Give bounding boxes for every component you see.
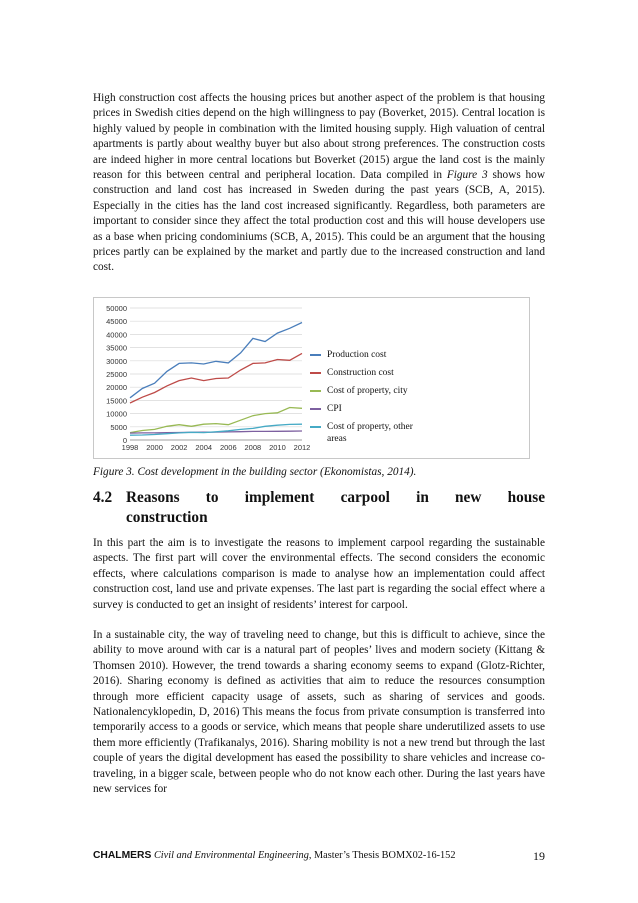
- y-tick-label: 5000: [110, 422, 127, 432]
- page-number: 19: [533, 849, 545, 863]
- legend-swatch: [310, 390, 321, 392]
- legend-label: Cost of property, other areas: [327, 422, 413, 444]
- footer-brand: CHALMERS: [93, 850, 152, 861]
- x-tick-label: 2000: [146, 443, 163, 452]
- figure-caption: Figure 3. Cost development in the building sector (Ekonomistas, 2014).: [93, 466, 417, 478]
- legend-item: [310, 421, 420, 445]
- y-tick-label: 30000: [106, 356, 127, 366]
- y-tick-label: 15000: [106, 396, 127, 406]
- legend-swatch: [310, 408, 321, 410]
- x-tick-label: 2002: [170, 443, 188, 452]
- x-tick-label: 2010: [269, 443, 286, 452]
- y-tick-label: 10000: [106, 409, 127, 419]
- series-line-cost-of-property-city: [130, 408, 302, 433]
- paragraph-1-text-b: shows how construction and land cost has increased in Sweden during the past years (SCB, A, 2015). Especially in the cities has the land cost increased significantly. Regardless, both parameters are important to consider since they affect the total production cost and this will house developers use as a base when pricing condominiums (SCB, A, 2015). This could be an argument that the housing prices partly can be explained by the market and partly due to the increased construction and land cost.: [93, 169, 545, 274]
- legend-swatch: [310, 354, 321, 356]
- y-tick-label: 20000: [106, 383, 127, 393]
- x-tick-label: 2012: [293, 443, 311, 452]
- legend-label: Production cost: [327, 350, 387, 360]
- y-tick-label: 45000: [106, 317, 127, 327]
- page-footer: [93, 850, 545, 861]
- legend-swatch: [310, 372, 321, 374]
- legend-item: [310, 403, 420, 415]
- figure-3-reference: Figure 3: [446, 169, 488, 182]
- x-tick-label: 2006: [219, 443, 237, 452]
- legend-label: Cost of property, city: [327, 386, 408, 396]
- legend-item: [310, 367, 420, 379]
- body-paragraph-2: In this part the aim is to investigate the reasons to implement carpool regarding the sustainable aspects. The first part will cover the environmental effects. The second considers the economic effects, where calculations comparison is made to analyse how an implementation could affect construction cost, land use and private expenses. The last part is regarding the social effect where a survey is conducted to get an insight of residents’ interest for carpool.: [93, 537, 545, 611]
- section-title-line-2: construction: [126, 509, 208, 526]
- legend-item: [310, 349, 420, 361]
- legend-item: [310, 385, 420, 397]
- x-tick-label: 1998: [121, 443, 139, 452]
- footer-thesis: , Master’s Thesis BOMX02-16-152: [308, 850, 456, 861]
- x-tick-label: 2004: [195, 443, 213, 452]
- section-number: 4.2: [93, 489, 113, 506]
- legend-swatch: [310, 426, 321, 428]
- y-tick-label: 35000: [106, 343, 127, 353]
- body-paragraph-1: [93, 91, 545, 276]
- footer-department: Civil and Environmental Engineering: [153, 850, 309, 861]
- body-paragraph-3: In a sustainable city, the way of traveling need to change, but this is difficult to achieve, since the ability to move around with car is a natural part of peoples’ lives and modern society (Kittang & Thomsen 2010). However, the trend towards a sharing economy seems to expand (Glotz-Richter, 2016). Sharing economy is defined as activities that aim to reduce the resources consumption through more efficient capacity usage of assets, such as sharing of services and goods. Nationalencyklopedin, D, 2016) This means the focus from private consumption is transferred into temporarily access to a goods or service, which means that people share underutilized assets to use them more efficiently (Trafikanalys, 2016). Sharing mobility is not a new trend but through the last couple of years the digital development has eased the possibility to share vehicles and increase co-traveling, in a bigger scale, between people who do not know each other. During the last years have new services for: [93, 629, 545, 796]
- y-tick-label: 40000: [106, 330, 127, 340]
- section-title-line-1: Reasons to implement carpool in new house: [126, 489, 545, 506]
- chart-legend: [310, 349, 420, 451]
- y-tick-label: 0: [122, 436, 127, 445]
- y-tick-label: 25000: [106, 370, 127, 379]
- paragraph-1-text-a: High construction cost affects the housing prices but another aspect of the problem is that housing prices in Swedish cities depend on the high willingness to pay (Boverket, 2015). Central location is highly valued by people in combination with the limited housing supply. High valuation of central apartments is partly about wealthy buyer but also about strong preferences. The construction costs are indeed higher in more central locations but Boverket (2015) argue the land cost is the mainly reason for this between central and peripheral location. Data compiled in: [93, 92, 545, 182]
- x-tick-label: 2008: [244, 443, 262, 452]
- cost-development-chart: [93, 297, 530, 459]
- legend-label: Construction cost: [327, 368, 394, 378]
- y-tick-label: 50000: [106, 304, 127, 313]
- legend-label: CPI: [327, 404, 342, 414]
